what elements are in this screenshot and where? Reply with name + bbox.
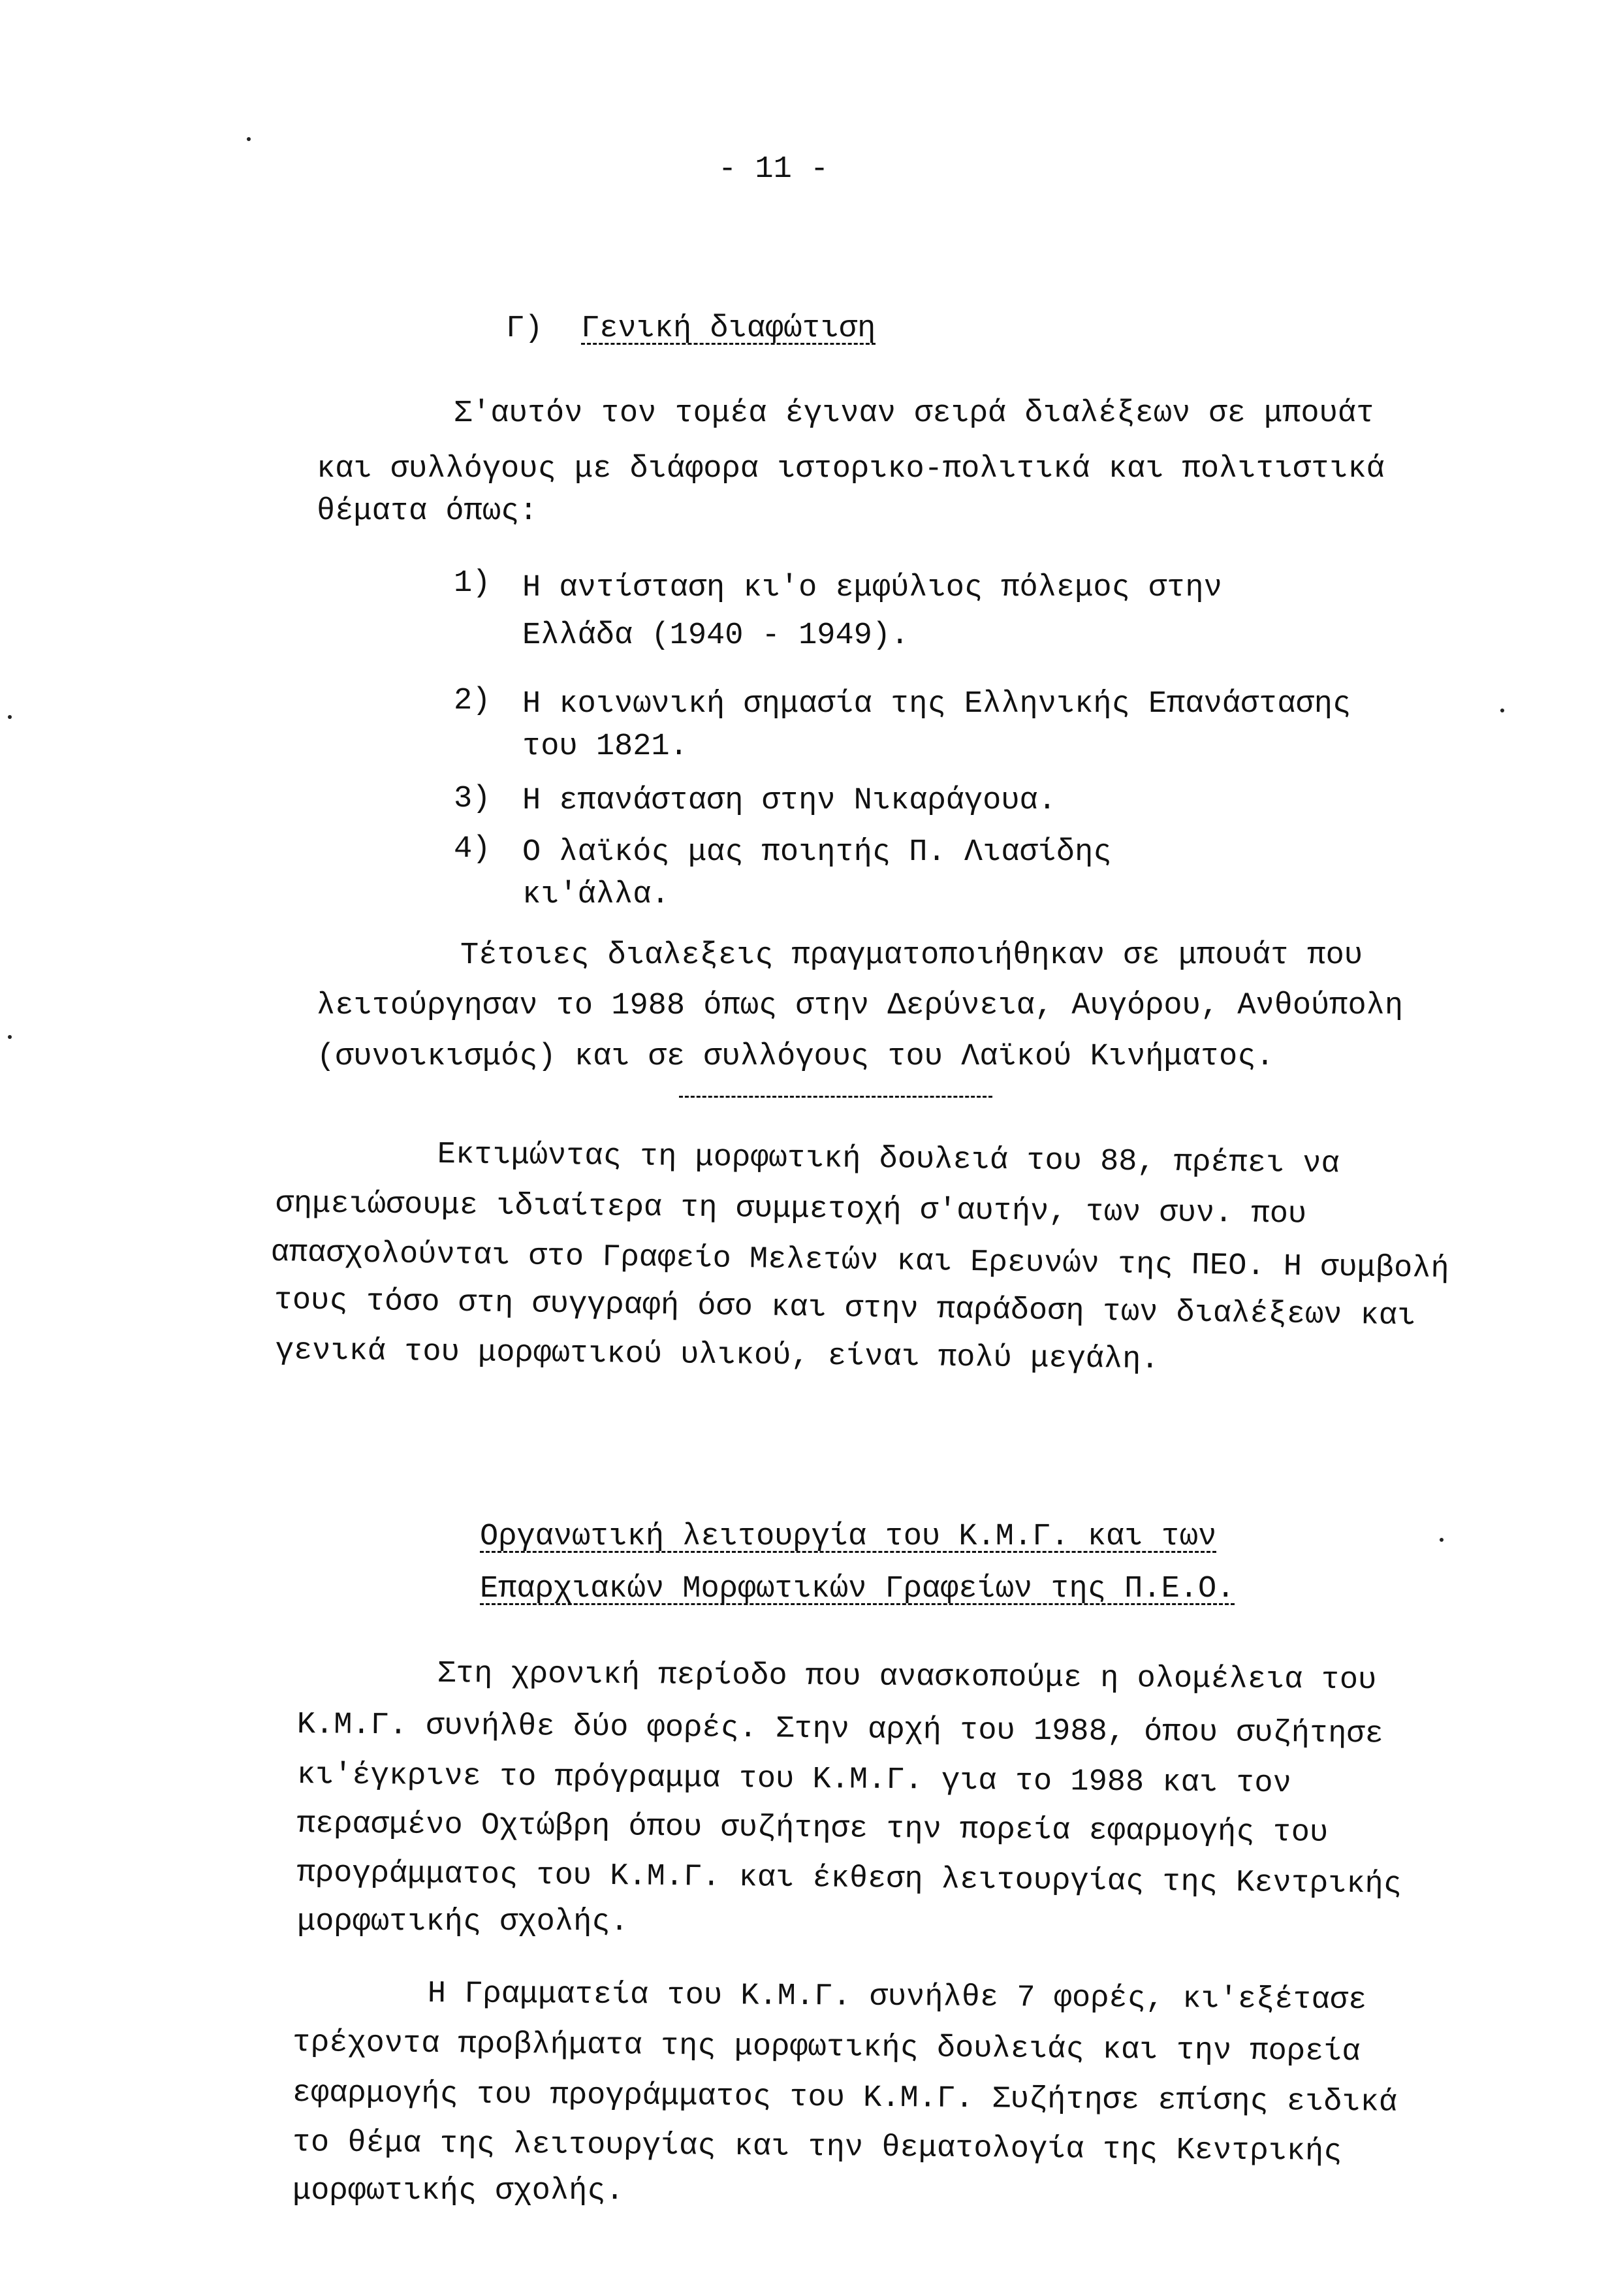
paragraph-line: το θέμα της λειτουργίας και την θεματολογία της Κεντρικής xyxy=(292,2126,1342,2170)
paragraph-line: κι'έγκρινε το πρόγραμμα του Κ.Μ.Γ. για το 1988 και τον xyxy=(296,1758,1292,1802)
paragraph-line: προγράμματος του Κ.Μ.Γ. και έκθεση λειτουργίας της Κεντρικής xyxy=(296,1856,1402,1902)
paragraph-line: (συνοικισμός) και σε συλλόγους του Λαϊκού Κινήματος. xyxy=(317,1040,1274,1074)
paragraph-line: περασμένο Οχτώβρη όπου συζήτησε την πορεία εφαρμογής του xyxy=(296,1807,1329,1851)
list-number: 4) xyxy=(454,832,491,867)
section-heading: Επαρχιακών Μορφωτικών Γραφείων της Π.Ε.Ο. xyxy=(480,1572,1235,1606)
paragraph-line: μορφωτικής σχολής. xyxy=(297,1905,629,1939)
list-item: Ελλάδα (1940 - 1949). xyxy=(522,618,909,653)
list-item: Η κοινωνική σημασία της Ελληνικής Επανάστασης xyxy=(522,687,1351,722)
list-number: 2) xyxy=(454,684,491,718)
list-number: 1) xyxy=(454,566,491,601)
list-item: Η επανάσταση στην Νικαράγουα. xyxy=(522,784,1056,818)
paragraph-line: Η Γραμματεία του Κ.Μ.Γ. συνήλθε 7 φορές, κι'εξέτασε xyxy=(427,1977,1367,2018)
section-label: Γ) xyxy=(506,311,543,346)
paragraph-line: Εκτιμώντας τη μορφωτική δουλειά του 88, πρέπει να xyxy=(437,1138,1340,1182)
paragraph-line: θέματα όπως: xyxy=(317,494,538,529)
section-heading: Οργανωτική λειτουργία του Κ.Μ.Γ. και των xyxy=(480,1520,1217,1554)
paragraph-line: Στη χρονική περίοδο που ανασκοπούμε η ολομέλεια του xyxy=(437,1657,1377,1698)
paragraph-line: απασχολούνται στο Γραφείο Μελετών και Ερευνών της ΠΕΟ. Η συμβολή xyxy=(270,1236,1449,1287)
scan-speck xyxy=(8,1035,12,1039)
list-number: 3) xyxy=(454,782,491,816)
page-number: - 11 - xyxy=(718,152,829,187)
paragraph-line: Τέτοιες διαλεξεις πραγματοποιήθηκαν σε μπουάτ που xyxy=(460,938,1363,973)
list-item: του 1821. xyxy=(522,729,688,764)
scan-speck xyxy=(1500,709,1504,712)
paragraph-line: μορφωτικής σχολής. xyxy=(292,2174,624,2208)
paragraph-line: Κ.Μ.Γ. συνήλθε δύο φορές. Στην αρχή του 1988, όπου συζήτησε xyxy=(296,1708,1384,1752)
paragraph-line: λειτούργησαν το 1988 όπως στην Δερύνεια, Αυγόρου, Ανθούπολη xyxy=(317,989,1404,1023)
section-heading: Γενική διαφώτιση xyxy=(581,311,876,346)
scan-speck xyxy=(1440,1538,1444,1542)
scan-speck xyxy=(8,715,12,719)
paragraph-line: τους τόσο στη συγγραφή όσο και στην παράδοση των διαλέξεων και xyxy=(274,1283,1416,1334)
paragraph-line: σημειώσουμε ιδιαίτερα τη συμμετοχή σ'αυτήν, των συν. που xyxy=(275,1187,1307,1232)
list-item: Ο λαϊκός μας ποιητής Π. Λιασίδης xyxy=(522,835,1112,870)
paragraph-line: γενικά του μορφωτικού υλικού, είναι πολύ μεγάλη. xyxy=(275,1333,1160,1378)
list-item: κι'άλλα. xyxy=(522,878,670,912)
paragraph-line: εφαρμογής του προγράμματος του Κ.Μ.Γ. Συζήτησε επίσης ειδικά xyxy=(292,2076,1398,2120)
paragraph-line: και συλλόγους με διάφορα ιστορικο-πολιτικά και πολιτιστικά xyxy=(317,452,1385,486)
list-item: Η αντίσταση κι'ο εμφύλιος πόλεμος στην xyxy=(522,571,1222,605)
paragraph-line: τρέχοντα προβλήματα της μορφωτικής δουλειάς και την πορεία xyxy=(292,2026,1361,2070)
scan-speck xyxy=(247,137,251,141)
paragraph-line: Σ'αυτόν τον τομέα έγιναν σειρά διαλέξεων σε μπουάτ xyxy=(454,396,1375,431)
separator-rule xyxy=(679,1096,992,1098)
